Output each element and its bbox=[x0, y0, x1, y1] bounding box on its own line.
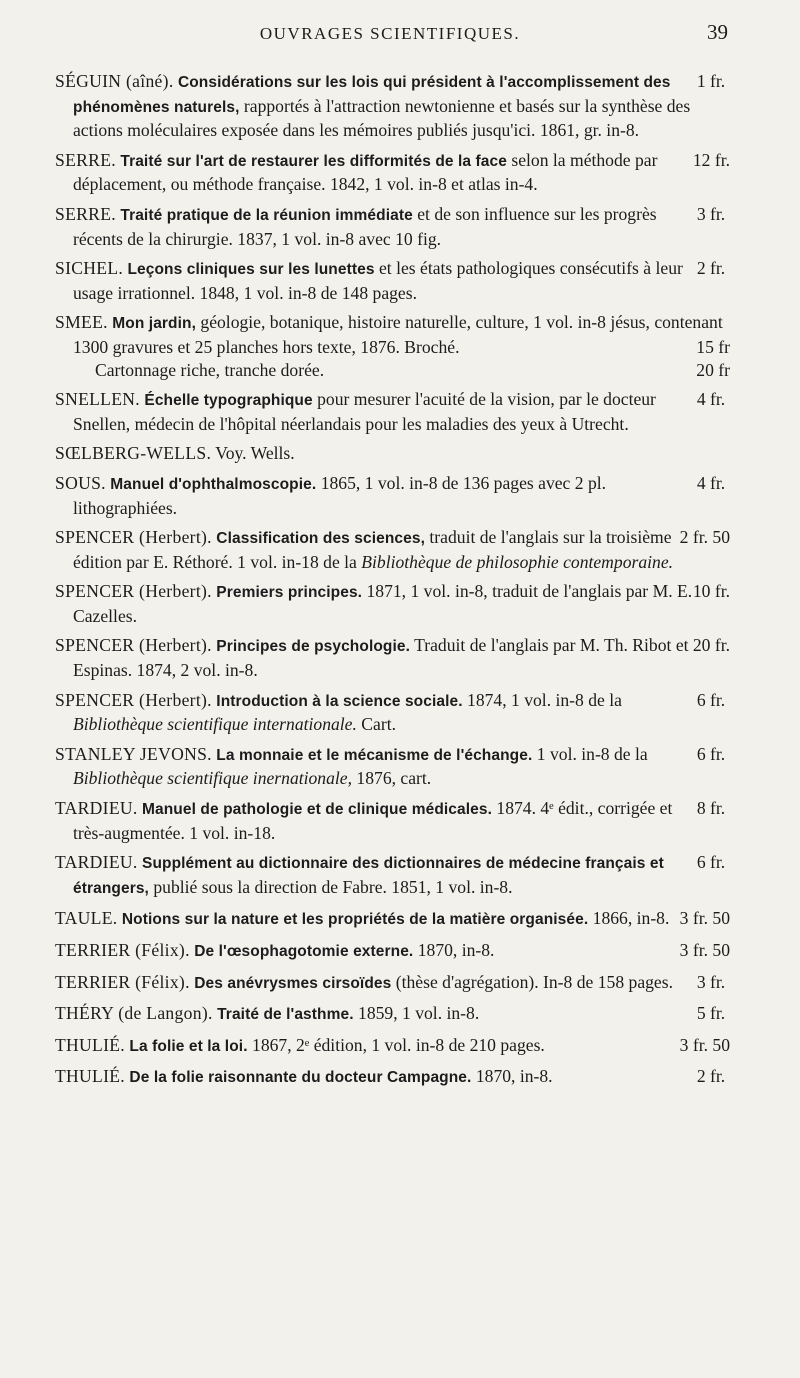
catalog-entry bbox=[55, 939, 730, 964]
entry-title: Leçons cliniques sur les lunettes bbox=[127, 261, 375, 279]
entry-title: Premiers principes. bbox=[216, 584, 363, 602]
entry-title: De l'œsophagotomie externe. bbox=[194, 943, 414, 960]
entry-description: rapportés à l'attraction newtonienne et basés sur la synthèse des actions moléculaires exposée dans les mémoires publiés jusqu'ici. 1861, gr. in-8. bbox=[73, 95, 691, 141]
entry-title: Traité pratique de la réunion immédiate bbox=[120, 206, 413, 224]
entry-description: géologie, botanique, histoire naturelle, culture, 1 vol. in-8 jésus, contenant 1300 gravures et 25 planches hors texte, 1876. Broché. bbox=[73, 312, 723, 357]
entry-price: 3 fr. bbox=[696, 971, 726, 992]
entry-price: 15 fr bbox=[696, 336, 730, 357]
entry-price: 5 fr. bbox=[696, 1003, 726, 1024]
catalog-entry bbox=[55, 743, 730, 790]
entry-price: 1 fr. bbox=[696, 71, 726, 91]
entry-author: THULIÉ. bbox=[55, 1066, 126, 1087]
catalog-entry bbox=[55, 580, 730, 627]
entry-author: SERRE. bbox=[55, 149, 116, 170]
entry-description: selon la méthode par déplacement, ou méthode française. 1842, 1 vol. in-8 et atlas in-4. bbox=[73, 149, 658, 195]
catalog-entry bbox=[55, 1065, 730, 1090]
catalog-entry bbox=[55, 149, 730, 196]
entry-title: Considérations sur les lois qui président à l'accomplissement des phénomènes naturels, bbox=[73, 74, 671, 116]
catalog-entry bbox=[55, 689, 730, 736]
entry-description-tail: Cart. bbox=[361, 714, 396, 735]
entry-price: 6 fr. bbox=[696, 852, 726, 873]
page-header bbox=[50, 20, 730, 54]
entry-description: Voy. Wells. bbox=[215, 443, 295, 464]
entry-title: Classification des sciences, bbox=[216, 530, 426, 548]
entry-list bbox=[55, 70, 730, 1097]
entry-title: Des anévrysmes cirsoïdes bbox=[194, 974, 392, 992]
entry-price: 2 fr. bbox=[696, 1066, 726, 1087]
catalog-entry bbox=[55, 907, 730, 932]
entry-author: SICHEL. bbox=[55, 258, 124, 279]
entry-author: STANLEY JEVONS. bbox=[55, 743, 212, 764]
entry-price: 3 fr. 50 bbox=[679, 1034, 730, 1055]
entry-variant bbox=[73, 359, 730, 382]
entry-description: 1859, 1 vol. in-8. bbox=[358, 1003, 480, 1024]
entry-author: TARDIEU. bbox=[55, 852, 138, 873]
catalog-entry bbox=[55, 634, 730, 681]
entry-author: SPENCER (Herbert). bbox=[55, 635, 212, 656]
entry-author: SÉGUIN (aîné). bbox=[55, 71, 174, 91]
entry-description: 1870, in-8. bbox=[417, 940, 495, 960]
catalog-entry bbox=[55, 311, 730, 381]
entry-author: SPENCER (Herbert). bbox=[55, 581, 212, 602]
entry-title: Notions sur la nature et les propriétés de la matière organisée. bbox=[121, 911, 589, 929]
catalog-entry bbox=[55, 257, 730, 304]
entry-price: 2 fr. bbox=[696, 258, 726, 279]
entry-author: SPENCER (Herbert). bbox=[55, 527, 212, 548]
entry-description: 1871, 1 vol. in-8, traduit de l'anglais par M. E. Cazelles. bbox=[73, 581, 693, 626]
variant-text: Cartonnage riche, tranche dorée. bbox=[95, 359, 325, 380]
catalog-entry bbox=[55, 797, 730, 844]
entry-description: 1870, in-8. bbox=[475, 1066, 553, 1087]
entry-series: Bibliothèque scientifique inernationale, bbox=[73, 768, 353, 789]
entry-description: 1866, in-8. bbox=[592, 908, 670, 929]
entry-author: SOUS. bbox=[55, 472, 106, 493]
entry-price: 6 fr. bbox=[696, 743, 726, 764]
entry-price: 4 fr. bbox=[696, 389, 726, 410]
entry-author: SERRE. bbox=[55, 203, 116, 224]
entry-price: 10 fr. bbox=[692, 581, 730, 602]
entry-description: traduit de l'anglais sur la troisième édition par E. Réthoré. 1 vol. in-18 de la bbox=[73, 527, 672, 572]
entry-description: pour mesurer l'acuité de la vision, par le docteur Snellen, médecin de l'hôpital néerlandais pour les maladies des yeux à Utrecht. bbox=[73, 389, 656, 434]
catalog-entry bbox=[55, 1034, 730, 1059]
entry-author: SNELLEN. bbox=[55, 389, 140, 410]
entry-title: Principes de psychologie. bbox=[216, 638, 411, 656]
entry-description: 1874. 4ᵉ édit., corrigée et très-augmentée. 1 vol. in-18. bbox=[73, 798, 673, 843]
entry-title: La folie et la loi. bbox=[129, 1037, 248, 1055]
catalog-entry bbox=[55, 442, 730, 465]
entry-price: 4 fr. bbox=[696, 472, 726, 493]
entry-description: publié sous la direction de Fabre. 1851, 1 vol. in-8. bbox=[153, 876, 513, 897]
entry-price: 3 fr. 50 bbox=[679, 940, 730, 960]
entry-description: (thèse d'agrégation). In-8 de 158 pages. bbox=[395, 971, 673, 992]
entry-author: TERRIER (Félix). bbox=[55, 971, 190, 992]
entry-description: et les états pathologiques consécutifs à leur usage irrationnel. 1848, 1 vol. in-8 de 148 pages. bbox=[73, 258, 683, 303]
entry-author: TERRIER (Félix). bbox=[55, 940, 190, 960]
catalog-entry bbox=[55, 1002, 730, 1027]
entry-title: Échelle typographique bbox=[144, 392, 313, 410]
entry-description: 1867, 2ᵉ édition, 1 vol. in-8 de 210 pages. bbox=[252, 1034, 545, 1055]
entry-description: Traduit de l'anglais par M. Th. Ribot et Espinas. 1874, 2 vol. in-8. bbox=[73, 635, 689, 681]
entry-author: THÉRY (de Langon). bbox=[55, 1003, 213, 1024]
variant-price: 20 fr bbox=[696, 359, 730, 380]
entry-price: 6 fr. bbox=[696, 689, 726, 710]
catalog-entry bbox=[55, 388, 730, 435]
entry-title: Manuel d'ophthalmoscopie. bbox=[110, 475, 317, 493]
page-number: 39 bbox=[707, 20, 728, 44]
entry-price: 8 fr. bbox=[696, 798, 726, 819]
entry-price: 3 fr. bbox=[696, 203, 726, 224]
entry-description: et de son influence sur les progrès récents de la chirurgie. 1837, 1 vol. in-8 avec 10 fig. bbox=[73, 203, 657, 249]
entry-author: THULIÉ. bbox=[55, 1034, 126, 1055]
entry-title: Traité sur l'art de restaurer les difformités de la face bbox=[120, 152, 507, 170]
entry-author: SMEE. bbox=[55, 312, 108, 333]
entry-price: 12 fr. bbox=[692, 149, 730, 170]
entry-title: De la folie raisonnante du docteur Campagne. bbox=[129, 1069, 472, 1087]
catalog-entry bbox=[55, 526, 730, 573]
catalog-entry bbox=[55, 70, 730, 142]
entry-title: La monnaie et le mécanisme de l'échange. bbox=[216, 746, 533, 764]
entry-title: Supplément au dictionnaire des dictionnaires de médecine français et étrangers, bbox=[73, 855, 664, 897]
entry-title: Manuel de pathologie et de clinique médicales. bbox=[142, 801, 492, 819]
entry-description: 1865, 1 vol. in-8 de 136 pages avec 2 pl. lithographiées. bbox=[73, 472, 607, 518]
entry-description: 1 vol. in-8 de la bbox=[536, 743, 648, 764]
entry-series: Bibliothèque de philosophie contemporaine. bbox=[361, 551, 674, 572]
entry-title: Traité de l'asthme. bbox=[217, 1006, 354, 1024]
entry-author: SPENCER (Herbert). bbox=[55, 689, 212, 710]
entry-price: 2 fr. 50 bbox=[679, 527, 730, 548]
entry-description-tail: 1876, cart. bbox=[356, 768, 432, 789]
entry-description: 1874, 1 vol. in-8 de la bbox=[467, 689, 622, 710]
entry-price: 20 fr. bbox=[692, 635, 730, 656]
entry-author: SŒLBERG-WELLS. bbox=[55, 443, 212, 464]
entry-title: Mon jardin, bbox=[112, 315, 196, 333]
catalog-entry bbox=[55, 851, 730, 900]
catalog-entry bbox=[55, 472, 730, 519]
catalog-entry bbox=[55, 203, 730, 250]
catalog-entry bbox=[55, 971, 730, 996]
entry-series: Bibliothèque scientifique internationale. bbox=[73, 714, 357, 735]
entry-price: 3 fr. 50 bbox=[679, 908, 730, 929]
entry-author: TARDIEU. bbox=[55, 798, 138, 819]
running-head: OUVRAGES SCIENTIFIQUES. bbox=[259, 24, 521, 43]
entry-title: Introduction à la science sociale. bbox=[216, 692, 463, 710]
entry-author: TAULE. bbox=[55, 908, 118, 929]
